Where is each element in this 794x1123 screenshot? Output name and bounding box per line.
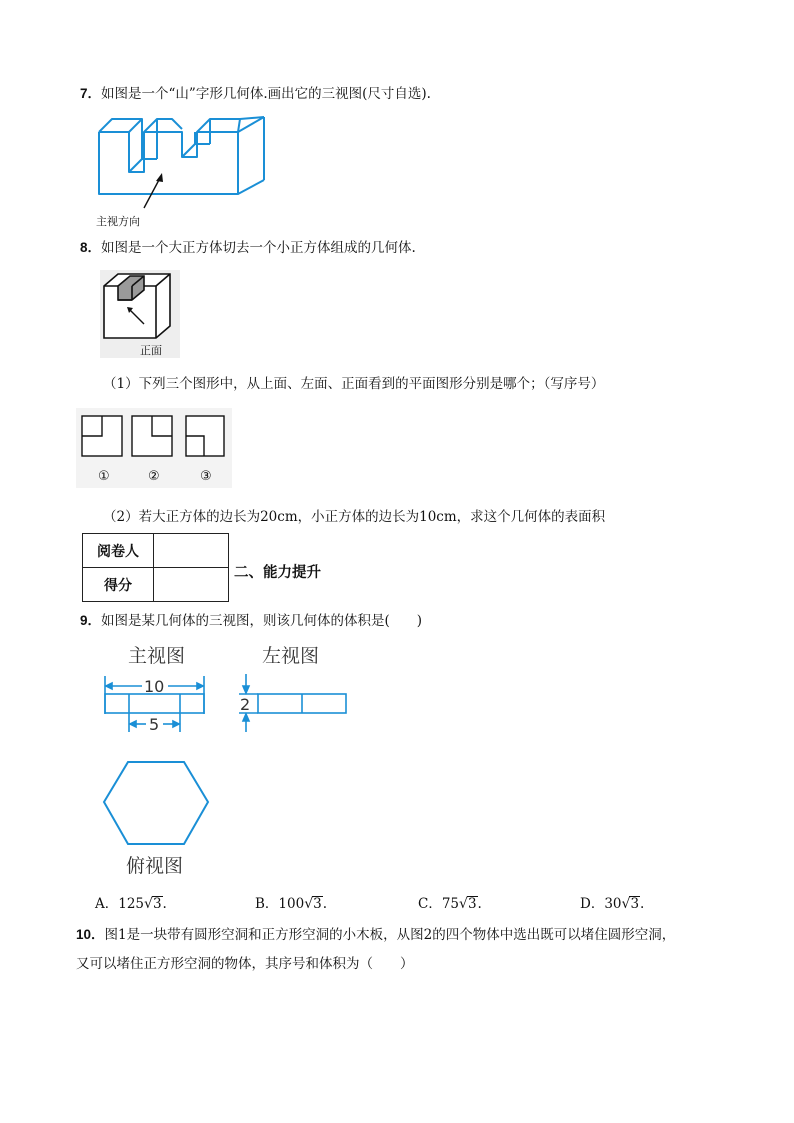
question-number: 8． [80, 240, 102, 255]
three-views-drawing [96, 640, 366, 880]
question-number: 10． [76, 927, 105, 942]
view-direction-label: 主视方向 [96, 215, 140, 228]
cut-cube-figure [100, 270, 180, 362]
option-label: A． [95, 896, 119, 912]
choice-3: ③ [200, 469, 212, 484]
question-8 [80, 238, 416, 258]
left-view-label: 左视图 [262, 645, 320, 667]
option-coefficient: 100 [278, 896, 305, 912]
option-end: . [322, 896, 328, 912]
option-radicand: 3 [313, 896, 322, 912]
score-cell[interactable] [154, 568, 229, 602]
question-7 [80, 84, 431, 104]
section-title: 二、能力提升 [234, 565, 321, 581]
question-10-line-2: 又可以堵住正方形空洞的物体，其序号和体积为（ ） [76, 956, 414, 972]
question-number: 7． [80, 86, 102, 101]
option-radicand: 3 [152, 896, 162, 912]
question-8-part-2: （2）若大正方体的边长为20cm，小正方体的边长为10cm，求这个几何体的表面积 [103, 509, 606, 525]
choice-1: ① [98, 469, 110, 484]
question-text: 如图是一个“山”字形几何体.画出它的三视图(尺寸自选). [101, 86, 431, 102]
dimension-5: 5 [149, 715, 160, 734]
grader-label: 阅卷人 [83, 534, 154, 568]
front-view-label: 主视图 [128, 645, 186, 667]
question-8-part-1: （1）下列三个图形中，从上面、左面、正面看到的平面图形分别是哪个；（写序号） [103, 376, 605, 392]
sqrt-icon: √ [459, 896, 468, 912]
question-9 [80, 611, 422, 631]
option-label: D． [580, 896, 605, 912]
option-end: . [162, 896, 167, 912]
shan-shape-figure [94, 112, 274, 234]
option-end: . [640, 896, 645, 912]
option-coefficient: 75 [441, 896, 460, 912]
option-coefficient: 125 [118, 896, 145, 912]
choice-2: ② [148, 469, 160, 484]
question-number: 9． [80, 613, 102, 628]
option-radicand: 3 [467, 896, 477, 912]
grader-cell[interactable] [154, 534, 229, 568]
shan-shape-drawing [94, 112, 274, 230]
option-label: B． [255, 896, 279, 912]
option-coefficient: 30 [604, 896, 622, 912]
dimension-2: 2 [240, 695, 251, 714]
question-10-line-1 [76, 925, 675, 945]
option-b[interactable] [255, 892, 327, 912]
choice-figures-drawing [76, 408, 232, 488]
cut-cube-drawing [100, 270, 180, 358]
question-text: 如图是一个大正方体切去一个小正方体组成的几何体. [101, 240, 416, 256]
score-table [82, 533, 229, 602]
option-c[interactable] [418, 892, 482, 912]
option-radicand: 3 [630, 896, 640, 912]
dimension-10: 10 [144, 677, 165, 696]
question-text: 图1是一块带有圆形空洞和正方形空洞的小木板，从图2的四个物体中选出既可以堵住圆形空洞， [104, 927, 676, 943]
question-text: 如图是某几何体的三视图，则该几何体的体积是( ) [101, 613, 423, 629]
score-label: 得分 [83, 568, 154, 602]
option-d[interactable] [580, 892, 644, 912]
top-view-label: 俯视图 [126, 855, 184, 877]
option-a[interactable] [95, 892, 167, 912]
three-views-figure [96, 640, 366, 884]
choice-figures [76, 408, 232, 492]
option-end: . [477, 896, 482, 912]
sqrt-icon: √ [621, 896, 631, 912]
option-label: C． [418, 896, 442, 912]
sqrt-icon: √ [144, 896, 153, 912]
front-label: 正面 [140, 344, 162, 357]
sqrt-icon: √ [304, 896, 314, 912]
